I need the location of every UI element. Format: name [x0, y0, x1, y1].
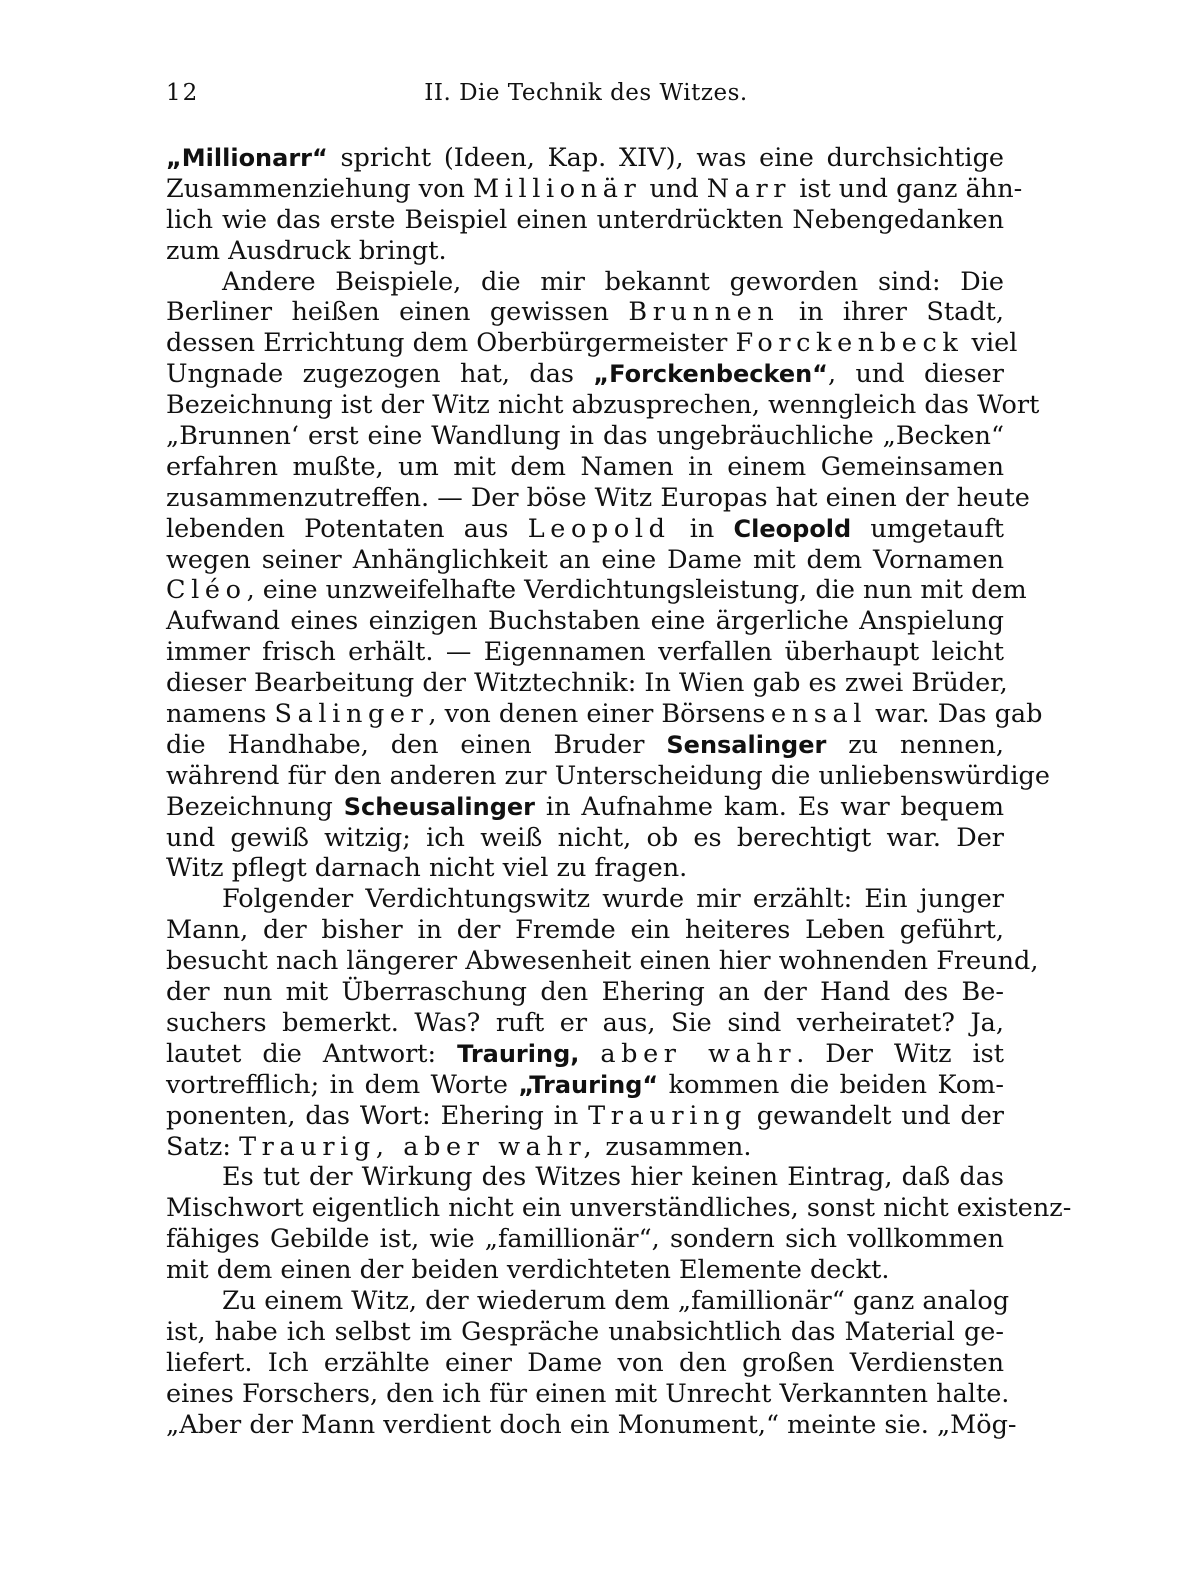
text-line — [166, 205, 1004, 236]
spaced-term: Trauring — [588, 1100, 747, 1131]
bold-term: „Trauring“ — [518, 1070, 659, 1099]
text-line — [166, 297, 1004, 328]
bold-term: Sensalinger — [666, 730, 827, 759]
text-run: viel — [963, 328, 1018, 359]
text-run: lebenden Potentaten aus — [166, 513, 528, 544]
spaced-term: Salinger — [274, 699, 429, 730]
text-line — [166, 1255, 1004, 1286]
text-run: und gewiß witzig; ich weiß nicht, ob es berechtigt war. Der — [166, 822, 1004, 853]
page-header — [166, 80, 1006, 120]
text-line — [166, 514, 1004, 545]
text-run: Zusammenziehung von — [166, 173, 473, 204]
text-line — [166, 359, 1004, 390]
text-run: in ihrer Stadt, — [779, 297, 1004, 328]
text-run: suchers bemerkt. Was? ruft er aus, Sie sind verheiratet? Ja, — [166, 1007, 1004, 1038]
running-head: II. Die Technik des Witzes. — [424, 80, 748, 106]
text-line — [166, 1224, 1004, 1255]
text-run: spricht (Ideen, Kap. XIV), was eine durchsichtige — [327, 143, 1004, 173]
text-run: , und dieser — [827, 359, 1004, 390]
text-line — [166, 668, 1008, 699]
text-run: erfahren mußte, um mit dem Namen in einem Gemeinsamen — [166, 451, 1004, 482]
text-run: und — [641, 173, 707, 204]
text-run: lich wie das erste Beispiel einen unterdrückten Nebengedanken — [166, 204, 1004, 235]
text-run: in Aufnahme kam. Es war bequem — [535, 791, 1004, 822]
text-run: ist und ganz ähn- — [791, 173, 1023, 204]
text-line — [166, 1008, 1004, 1039]
text-line — [166, 482, 1030, 514]
text-line — [166, 1193, 1072, 1224]
bold-term: „Forckenbecken“ — [593, 360, 828, 389]
text-line — [166, 792, 1004, 823]
text-line — [166, 760, 1050, 792]
text-run: namens — [166, 699, 275, 730]
body-text — [166, 143, 1072, 1440]
text-run: besucht nach längerer Abwesenheit einen hier wohnenden Freund, — [166, 946, 1039, 977]
text-run: , von denen einer Börsen — [428, 699, 753, 730]
text-run — [579, 1039, 600, 1069]
text-run: gewandelt und der — [746, 1100, 1004, 1131]
text-line — [166, 699, 1043, 730]
text-run: Zu einem Witz, der wiederum dem „famillionär“ ganz analog — [222, 1285, 1010, 1316]
text-run: Folgender Verdichtungswitz wurde mir erzählt: Ein junger — [222, 884, 1004, 915]
spaced-term: Forckenbeck — [735, 328, 964, 359]
spaced-term: Narr — [706, 173, 792, 204]
text-run: Satz: — [166, 1131, 240, 1162]
text-line — [166, 1317, 1004, 1348]
text-line — [166, 1348, 1004, 1379]
text-line — [166, 1409, 1017, 1441]
text-line — [166, 730, 1004, 761]
text-run: der nun mit Überraschung den Ehering an der Hand des Be- — [166, 977, 1004, 1008]
text-run: immer frisch erhält. — Eigennamen verfallen überhaupt leicht — [166, 637, 1004, 668]
text-line — [166, 452, 1004, 483]
text-line — [166, 575, 1027, 606]
text-line — [166, 236, 1004, 267]
text-run: „Aber der Mann verdient doch ein Monument,“ meinte sie. „Mög- — [166, 1409, 1017, 1440]
text-line — [166, 1378, 1010, 1410]
text-run: . Der Witz ist — [796, 1038, 1004, 1069]
text-run: wegen seiner Anhänglichkeit an eine Dame mit dem Vornamen — [166, 544, 1004, 575]
text-run: „Brunnen‘ erst eine Wandlung in das ungebräuchliche „Becken“ — [166, 421, 1004, 452]
spaced-term: Cléo — [166, 575, 247, 606]
text-line — [166, 637, 1004, 668]
text-line — [166, 1039, 1004, 1070]
spaced-term: Millionär — [472, 173, 642, 204]
text-run: zusammenzutreffen. — Der böse Witz Europas hat einen der heute — [166, 482, 1030, 513]
text-line — [166, 1162, 1004, 1193]
text-line — [166, 390, 1040, 421]
text-line — [166, 853, 1004, 884]
spaced-term: aber wahr — [600, 1038, 797, 1069]
text-line — [166, 421, 1004, 452]
text-line — [166, 328, 1018, 359]
text-run: mit dem einen der beiden verdichteten Elemente deckt. — [166, 1255, 890, 1286]
bold-term: Trauring, — [457, 1039, 580, 1068]
text-run: , eine unzweifelhafte Verdichtungsleistung, die nun mit dem — [246, 575, 1027, 606]
text-run: Berliner heißen einen gewissen — [166, 297, 629, 328]
text-run: war. Das gab — [867, 699, 1043, 730]
text-run: Aufwand eines einzigen Buchstaben eine ärgerliche Anspielung — [166, 606, 1004, 637]
bold-term: Scheusalinger — [343, 792, 536, 821]
text-line — [166, 173, 1023, 205]
text-line — [166, 1070, 1004, 1101]
text-run: umgetauft — [851, 513, 1005, 544]
text-line — [166, 946, 1039, 977]
text-run: eines Forschers, den ich für einen mit Unrecht Verkannten halte. — [166, 1378, 1010, 1409]
text-run: Witz pflegt darnach nicht viel zu fragen. — [166, 853, 688, 884]
text-run: Andere Beispiele, die mir bekannt geworden sind: Die — [222, 266, 1004, 297]
spaced-term: Leopold — [527, 513, 671, 544]
spaced-term: Traurig, aber wahr, — [239, 1131, 598, 1162]
text-run: die Handhabe, den einen Bruder — [166, 729, 667, 760]
text-run: in — [670, 513, 734, 544]
text-line — [166, 884, 1004, 915]
text-run: zum Ausdruck bringt. — [166, 235, 447, 266]
text-run: zu nennen, — [826, 729, 1004, 760]
text-run: zusammen. — [597, 1131, 752, 1162]
text-line — [166, 915, 1004, 946]
text-run: Es tut der Wirkung des Witzes hier keinen Eintrag, daß das — [222, 1162, 1004, 1193]
text-run: lautet die Antwort: — [166, 1038, 458, 1069]
text-run: während für den anderen zur Unterscheidung die unliebenswürdige — [166, 760, 1050, 791]
text-run: Mann, der bisher in der Fremde ein heiteres Leben geführt, — [166, 915, 1004, 946]
text-run: vortrefflich; in dem Worte — [166, 1069, 519, 1100]
text-line — [166, 1285, 1010, 1317]
text-run: Bezeichnung — [166, 791, 344, 822]
text-line — [166, 823, 1004, 854]
page-number: 12 — [166, 80, 200, 106]
bold-term: „Millionarr“ — [166, 144, 328, 172]
text-run: fähiges Gebilde ist, wie „famillionär“, sondern sich vollkommen — [166, 1224, 1004, 1255]
text-run: kommen die beiden Kom- — [658, 1069, 1004, 1100]
bold-term: Cleopold — [733, 514, 852, 543]
text-run: ponenten, das Wort: Ehering in — [166, 1100, 589, 1131]
spaced-term: sensal — [752, 699, 868, 730]
text-line — [166, 143, 1004, 174]
spaced-term: Brunnen — [628, 297, 780, 328]
text-line — [166, 606, 1004, 637]
text-run: Ungnade zugezogen hat, das — [166, 359, 594, 390]
text-run: liefert. Ich erzählte einer Dame von den großen Verdiensten — [166, 1347, 1004, 1378]
text-run: Bezeichnung ist der Witz nicht abzusprechen, wenngleich das Wort — [166, 390, 1040, 421]
text-line — [166, 977, 1004, 1008]
text-line — [166, 1101, 1004, 1132]
text-run: dessen Errichtung dem Oberbürgermeister — [166, 328, 736, 359]
text-run: ist, habe ich selbst im Gespräche unabsichtlich das Material ge- — [166, 1316, 1004, 1347]
text-run: Mischwort eigentlich nicht ein unverständliches, sonst nicht existenz- — [166, 1193, 1072, 1224]
text-line — [166, 267, 1004, 298]
text-line — [166, 545, 1004, 576]
text-line — [166, 1132, 1004, 1163]
text-run: dieser Bearbeitung der Witztechnik: In Wien gab es zwei Brüder, — [166, 668, 1008, 699]
